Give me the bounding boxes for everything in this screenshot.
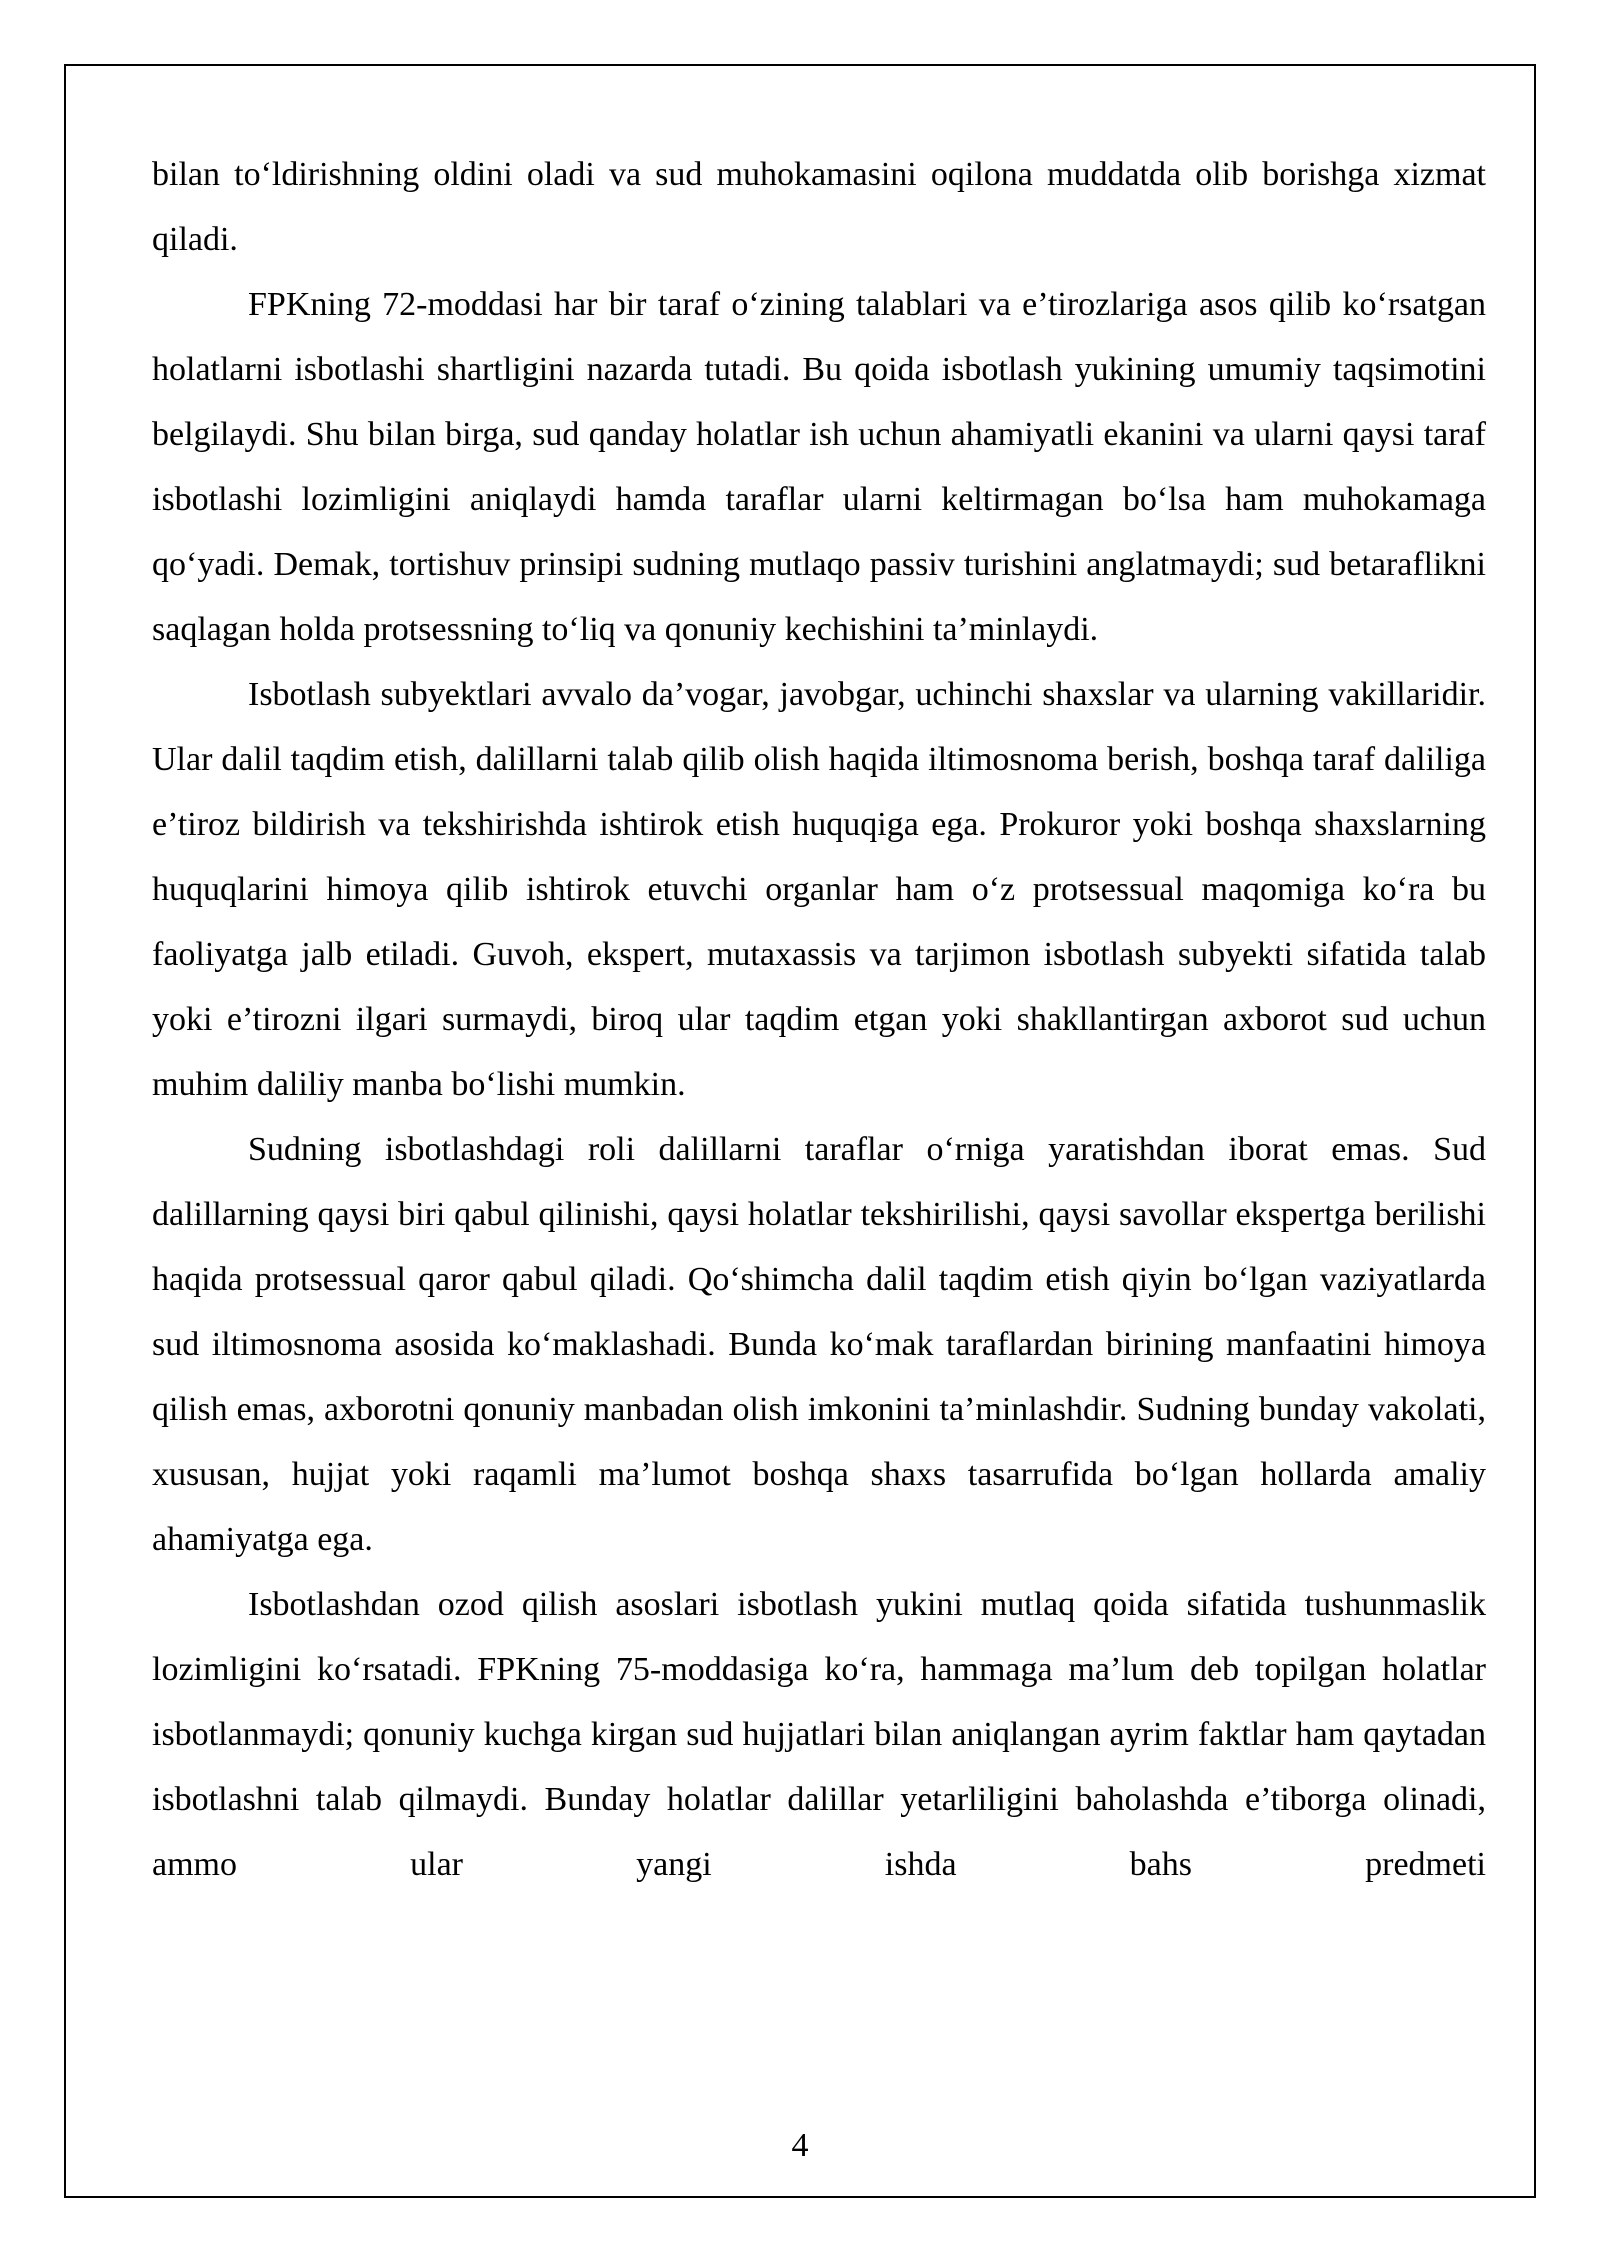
paragraph: bilan to‘ldirishning oldini oladi va sud muhokamasini oqilona muddatda olib borishga xizmat qiladi. xyxy=(152,156,1486,258)
paragraph: FPKning 72-moddasi har bir taraf o‘zining talablari va e’tirozlariga asos qilib ko‘rsatgan holatlarni isbotlashi shartligini nazarda tutadi. Bu qoida isbotlash yukining umumiy taqsimotini belgilaydi. Shu bilan birga, sud qanday holatlar ish uchun ahamiyatli ekanini va ularni qaysi taraf isbotlashi lozimligini aniqlaydi hamda taraflar ularni keltirmagan bo‘lsa ham muhokamaga qo‘yadi. Demak, tortishuv prinsipi sudning mutlaqo passiv turishini anglatmaydi; sud betaraflikni saqlagan holda protsessning to‘liq va qonuniy kechishini ta’minlaydi. xyxy=(152,286,1486,648)
document-body xyxy=(152,142,1486,1897)
paragraph-continued: Isbotlashdan ozod qilish asoslari isbotlash yukini mutlaq qoida sifatida tushunmaslik lozimligini ko‘rsatadi. FPKning 75-moddasiga ko‘ra, hammaga ma’lum deb topilgan holatlar isbotlanmaydi; qonuniy kuchga kirgan sud hujjatlari bilan aniqlangan ayrim faktlar ham qaytadan isbotlashni talab qilmaydi. Bunday holatlar dalillar yetarliligini baholashda e’tiborga olinadi, ammo ular yangi ishda bahs predmeti xyxy=(152,1586,1486,1883)
paragraph: Isbotlash subyektlari avvalo da’vogar, javobgar, uchinchi shaxslar va ularning vakillaridir. Ular dalil taqdim etish, dalillarni talab qilib olish haqida iltimosnoma berish, boshqa taraf daliliga e’tiroz bildirish va tekshirishda ishtirok etish huquqiga ega. Prokuror yoki boshqa shaxslarning huquqlarini himoya qilib ishtirok etuvchi organlar ham o‘z protsessual maqomiga ko‘ra bu faoliyatga jalb etiladi. Guvoh, ekspert, mutaxassis va tarjimon isbotlash subyekti sifatida talab yoki e’tirozni ilgari surmaydi, biroq ular taqdim etgan yoki shakllantirgan axborot sud uchun muhim daliliy manba bo‘lishi mumkin. xyxy=(152,676,1486,1103)
page-number: 4 xyxy=(791,2127,809,2164)
paragraph: Sudning isbotlashdagi roli dalillarni taraflar o‘rniga yaratishdan iborat emas. Sud dalillarning qaysi biri qabul qilinishi, qaysi holatlar tekshirilishi, qaysi savollar ekspertga berilishi haqida protsessual qaror qabul qiladi. Qo‘shimcha dalil taqdim etish qiyin bo‘lgan vaziyatlarda sud iltimosnoma asosida ko‘maklashadi. Bunda ko‘mak taraflardan birining manfaatini himoya qilish emas, axborotni qonuniy manbadan olish imkonini ta’minlashdir. Sudning bunday vakolati, xususan, hujjat yoki raqamli ma’lumot boshqa shaxs tasarrufida bo‘lgan hollarda amaliy ahamiyatga ega. xyxy=(152,1131,1486,1558)
